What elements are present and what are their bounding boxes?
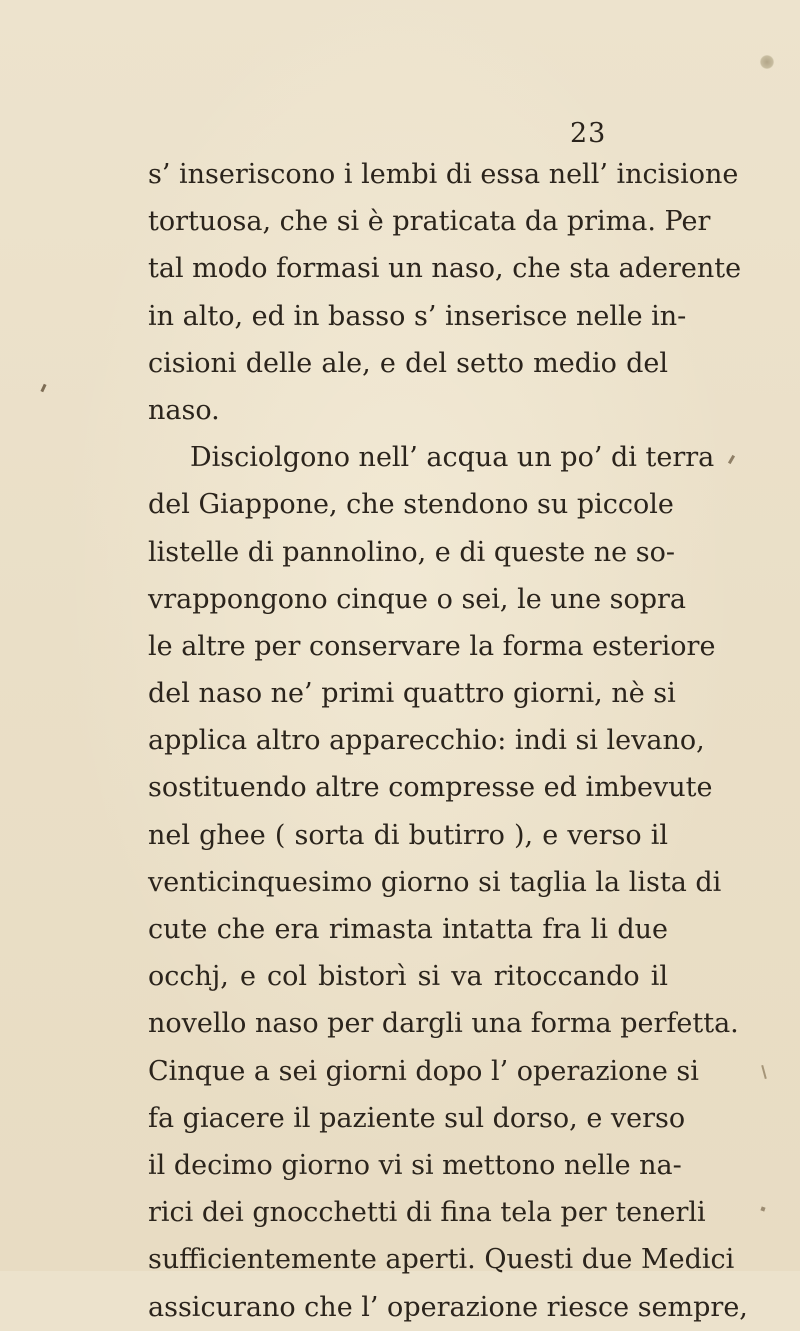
text-line: vrappongono cinque o sei, le une sopra (148, 583, 687, 615)
text-line: sostituendo altre compresse ed imbevute (148, 772, 713, 804)
text-line: applica altro apparecchio: indi si levano, (148, 725, 705, 757)
text-line: s’ inseriscono i lembi di essa nell’ incisione (148, 159, 739, 190)
text-line: del Giappone, che stendono su piccole (148, 489, 674, 521)
body-text (148, 151, 748, 1331)
text-line: rici dei gnocchetti di fina tela per tenerli (148, 1197, 706, 1229)
text-line: in alto, ed in basso s’ inserisce nelle in- (148, 300, 687, 332)
paper-speck (760, 1206, 765, 1211)
paper-speck (761, 1065, 767, 1079)
text-line: nel ghee ( sorta di butirro ), e verso il (148, 819, 668, 851)
text-line: tal modo formasi un naso, che sta aderente (148, 253, 742, 285)
text-line: occhj, e col bistorì si va ritoccando il (148, 961, 668, 993)
paper-speck (40, 384, 46, 393)
text-line: Disciolgono nell’ acqua un po’ di terra (190, 442, 715, 474)
text-line: novello naso per dargli una forma perfetta. (148, 1008, 739, 1040)
paper-stain (760, 55, 774, 69)
text-line: il decimo giorno vi si mettono nelle na- (148, 1149, 682, 1181)
page-number: 23 (570, 118, 607, 149)
text-line: cisioni delle ale, e del setto medio del (148, 347, 668, 379)
text-line: tortuosa, che si è praticata da prima. Per (148, 206, 711, 238)
text-line: naso. (148, 394, 220, 426)
text-line: del naso ne’ primi quattro giorni, nè si (148, 678, 676, 710)
text-line: sufficientemente aperti. Questi due Medici (148, 1244, 735, 1276)
text-line: assicurano che l’ operazione riesce sempre, (148, 1291, 748, 1323)
text-line: le altre per conservare la forma esteriore (148, 630, 716, 662)
paper-speck (728, 455, 735, 464)
text-line: venticinquesimo giorno si taglia la lista di (148, 866, 722, 898)
text-line: fa giacere il paziente sul dorso, e verso (148, 1102, 686, 1134)
text-line: listelle di pannolino, e di queste ne so- (148, 536, 675, 568)
text-line: Cinque a sei giorni dopo l’ operazione si (148, 1055, 699, 1087)
text-line: cute che era rimasta intatta fra li due (148, 914, 668, 945)
